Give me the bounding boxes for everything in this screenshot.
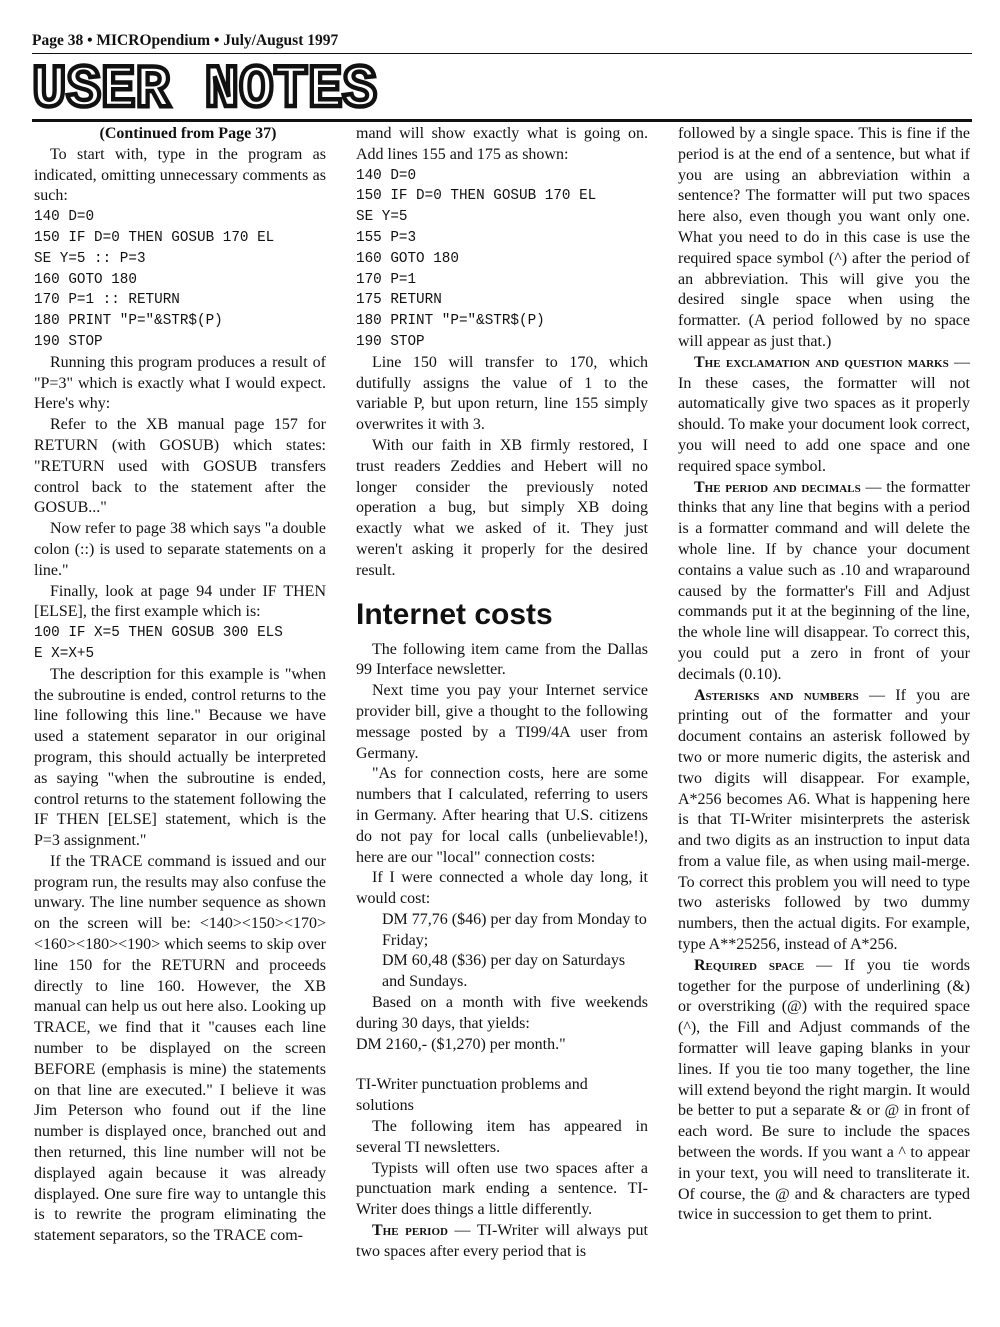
column-2 [356, 124, 648, 1263]
run-in-heading: The exclamation and question marks [694, 353, 949, 371]
paragraph: With our faith in XB firmly restored, I trust readers Zeddies and Hebert will no longer consider the previously noted operation a bug, but simply XB doing exactly what we asked of it. They just weren't asking it properly for the desired result. [356, 436, 648, 579]
page-header: Page 38 • MICROpendium • July/August 1997 [32, 32, 339, 49]
paragraph: The following item has appeared in several TI newsletters. [356, 1118, 648, 1156]
section-title [32, 56, 382, 114]
paragraph [678, 686, 970, 956]
paragraph-text: — If you are printing out of the formatter and your document contains an asterisk followed by two or more numeric digits, the asterisk and two digits will disappear. For example, A*256 becomes A6. What is happening here is that TI-Writer misinterprets the asterisk and two digits as an instruction to input data from a value file, as when using mail-merge. To correct this problem you will need to type two asterisks followed by two dummy numbers, then the actual digits. For example, type A**25256, instead of A*256. [678, 686, 971, 954]
paragraph-text: — If you tie words together for the purpose of underlining (&) or overstriking (@) with the required space (^), the Fill and Adjust commands of the formatter will leave gaping blanks in your lines. If you tie too many together, the line will extend beyond the right margin. It would be better to put a separate & or @ in front of each word. Be sure to include the spaces between the words. If you want a ^ to appear in your text, you will need to transliterate it. Of course, the @ and & characters are typed twice in succession to get them to print. [678, 956, 970, 1224]
section-title-text: USER NOTES [32, 57, 377, 114]
run-in-heading: Asterisks and numbers [694, 686, 859, 704]
run-in-heading: The period and decimals [694, 478, 861, 496]
column-3 [678, 124, 970, 1226]
paragraph: If the TRACE command is issued and our program run, the results may also confuse the unwary. The line number sequence as shown on the screen will be: <140><150><170><160><180><190> which seems to skip over line 150 for the RETURN and proceeds directly to line 160. However, the XB manual can help us out here also. Looking up TRACE, we find that it "causes each line number to be displayed on the screen BEFORE (emphasis is mine) the statements on that line are executed." I believe it was Jim Peterson who found out if the line number is displayed once, branched out and then returned, this line number will not be displayed again because it was already displayed. One sure fire way to untangle this is to rewrite the program eliminating the statement separators, so the TRACE com- [34, 852, 326, 1245]
paragraph: DM 2160,- ($1,270) per month." [356, 1035, 566, 1053]
paragraph-text: — In these cases, the formatter will not automatically give two spaces as it properly should. To make your document look correct, you will need to add one space and one required space symbol. [678, 353, 971, 475]
article-subheading: TI-Writer punctuation problems and solutions [356, 1076, 588, 1115]
paragraph: The following item came from the Dallas 99 Interface newsletter. [356, 640, 648, 679]
paragraph-text: — TI-Writer will always put two spaces after every period that is [356, 1222, 648, 1260]
paragraph: followed by a single space. This is fine if the period is at the end of a sentence, but what if you are using an abbreviation within a sentence? The formatter will put two spaces here also, even though you want only one. What you need to do in this case is use the required space symbol (^) after the period of an abbreviation. This will give you the desired single space when using the formatter. (A period followed by no space will appear as just that.) [678, 125, 970, 350]
paragraph: The description for this example is "when the subroutine is ended, control returns to the line following this line." Because we have used a statement separator in our original program, this should actually be interpreted as saying "when the subroutine is ended, control returns to the statement following the IF THEN [ELSE] statement, which is the P=3 assignment." [34, 665, 326, 850]
paragraph: Finally, look at page 94 under IF THEN [ELSE], the first example which is: [34, 582, 326, 621]
paragraph: Based on a month with five weekends during 30 days, that yields: [356, 994, 648, 1032]
spacer [356, 1055, 648, 1075]
paragraph: Next time you pay your Internet service provider bill, give a thought to the following message posted by a TI99/4A user from Germany. [356, 682, 648, 762]
run-in-heading: Required space [694, 956, 805, 974]
paragraph: mand will show exactly what is going on. Add lines 155 and 175 as shown: [356, 125, 648, 163]
column-1 [34, 124, 326, 1247]
article-heading: Internet costs [356, 597, 553, 631]
paragraph: Typists will often use two spaces after a punctuation mark ending a sentence. TI-Writer does things a little differently. [356, 1159, 648, 1219]
quote-line: DM 60,48 ($36) per day on Saturdays and Sundays. [382, 952, 626, 991]
run-in-heading: The period [372, 1222, 448, 1240]
paragraph [678, 956, 970, 1226]
paragraph [678, 478, 970, 686]
paragraph: Refer to the XB manual page 157 for RETURN (with GOSUB) which states: "RETURN used with GOSUB transfers control back to the statement after the GOSUB..." [34, 416, 326, 517]
continued-note: (Continued from Page 37) [99, 125, 277, 142]
header-rule [32, 53, 972, 54]
paragraph: Now refer to page 38 which says "a double colon (::) is used to separate statements on a line." [34, 520, 326, 579]
paragraph: If I were connected a whole day long, it would cost: [356, 869, 648, 908]
paragraph [356, 1221, 648, 1263]
paragraph: Running this program produces a result of "P=3" which is exactly what I would expect. Here's why: [34, 353, 326, 413]
paragraph-text: — the formatter thinks that any line that begins with a period is a formatter command and will delete the whole line. If by chance your document contains a value such as .10 and wraparound caused by the formatter's Fill and Adjust commands put it at the beginning of the line, the whole line will disappear. To correct this, you could put a zero in front of your decimals (0.10). [678, 478, 970, 683]
paragraph: Line 150 will transfer to 170, which dutifully assigns the value of 1 to the variable P, but upon return, line 155 simply overwrites it with 3. [356, 353, 648, 434]
code-listing: 100 IF X=5 THEN GOSUB 300 ELS E X=X+5 [34, 625, 283, 662]
code-listing: 140 D=0 150 IF D=0 THEN GOSUB 170 EL SE Y=5 :: P=3 160 GOTO 180 170 P=1 :: RETURN 180 PRINT "P="&STR$(P) 190 STOP [34, 209, 275, 350]
code-listing: 140 D=0 150 IF D=0 THEN GOSUB 170 EL SE Y=5 155 P=3 160 GOTO 180 170 P=1 175 RETURN 180 PRINT "P="&STR$(P) 190 STOP [356, 167, 597, 350]
quote-line: DM 77,76 ($46) per day from Monday to Friday; [382, 910, 647, 949]
paragraph: "As for connection costs, here are some numbers that I calculated, referring to users in Germany. After hearing that U.S. citizens do not pay for local calls (unbelievable!), here are our "local" connection costs: [356, 765, 648, 866]
paragraph [678, 353, 970, 478]
title-rule [32, 119, 972, 122]
paragraph: To start with, type in the program as indicated, omitting unnecessary comments as such: [34, 145, 326, 205]
